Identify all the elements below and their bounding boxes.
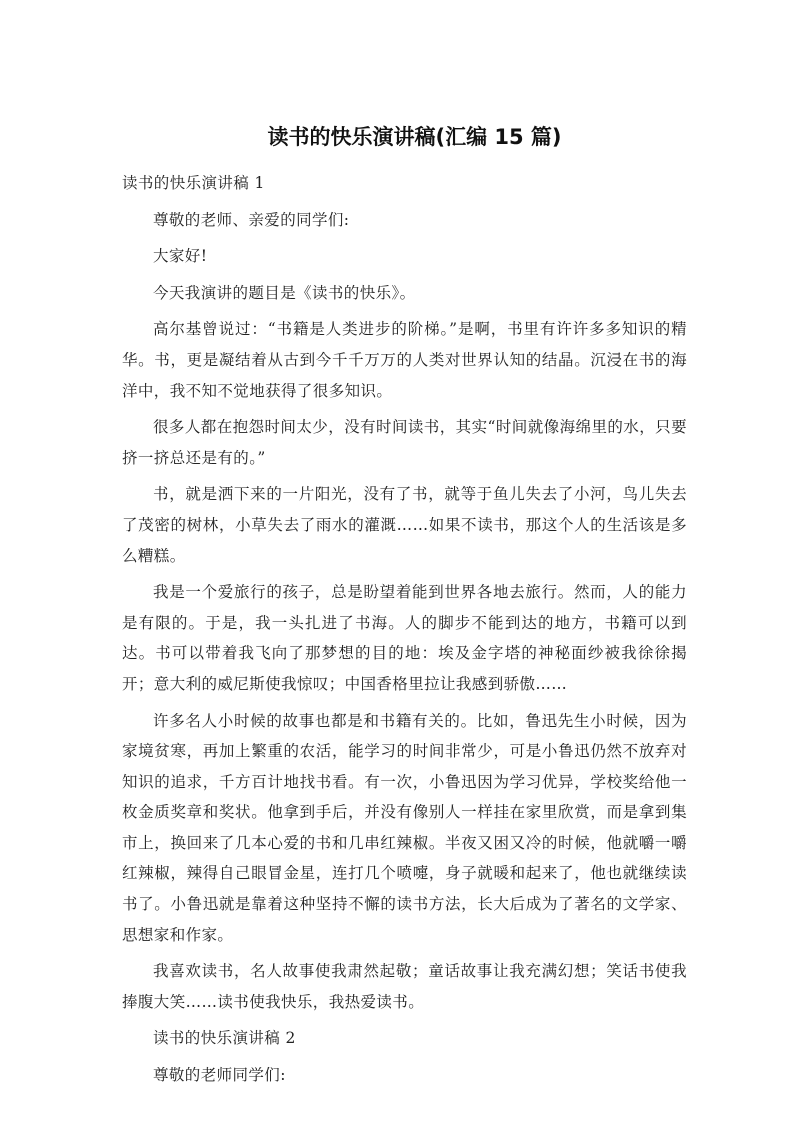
paragraph: 今天我演讲的题目是《读书的快乐》。 (153, 283, 416, 302)
paragraph: 很多人都在抱怨时间太少，没有时间读书，其实“时间就像海绵里的水，只要挤一挤总还是有的。” (122, 418, 687, 467)
document-title: 读书的快乐演讲稿(汇编 15 篇) (267, 125, 562, 149)
paragraph: 读书的快乐演讲稿 1 (122, 174, 265, 192)
paragraph: 书，就是洒下来的一片阳光，没有了书，就等于鱼儿失去了小河，鸟儿失去了茂密的树林，小草失去了雨水的灌溉……如果不读书，那这个人的生活该是多么糟糕。 (122, 485, 687, 565)
paragraph: 尊敬的老师同学们: (153, 1066, 286, 1085)
document-body (122, 168, 687, 1091)
paragraph: 高尔基曾说过：“书籍是人类进步的阶梯。”是啊，书里有许许多多知识的精华。书，更是凝结着从古到今千千万万的人类对世界认知的结晶。沉浸在书的海洋中，我不知不觉地获得了很多知识。 (122, 320, 687, 400)
paragraph: 我喜欢读书，名人故事使我肃然起敬；童话故事让我充满幻想；笑话书使我捧腹大笑……读书使我快乐，我热爱读书。 (122, 962, 687, 1011)
paragraph: 大家好! (153, 247, 208, 266)
paragraph: 读书的快乐演讲稿 2 (153, 1029, 296, 1048)
paragraph: 尊敬的老师、亲爱的同学们: (153, 210, 350, 229)
paragraph: 许多名人小时候的故事也都是和书籍有关的。比如，鲁迅先生小时候，因为家境贫寒，再加上繁重的农活，能学习的时间非常少，可是小鲁迅仍然不放弃对知识的追求，千方百计地找书看。有一次，小鲁迅因为学习优异，学校奖给他一枚金质奖章和奖状。他拿到手后，并没有像别人一样挂在家里欣赏，而是拿到集市上，换回来了几本心爱的书和几串红辣椒。半夜又困又冷的时候，他就嚼一嚼红辣椒，辣得自己眼冒金星，连打几个喷嚏，身子就暖和起来了，他也就继续读书了。小鲁迅就是靠着这种坚持不懈的读书方法，长大后成为了著名的文学家、思想家和作家。 (122, 711, 687, 944)
paragraph: 我是一个爱旅行的孩子，总是盼望着能到世界各地去旅行。然而，人的能力是有限的。于是，我一头扎进了书海。人的脚步不能到达的地方，书籍可以到达。书可以带着我飞向了那梦想的目的地：埃及金字塔的神秘面纱被我徐徐揭开；意大利的威尼斯使我惊叹；中国香格里拉让我感到骄傲…… (122, 583, 687, 693)
